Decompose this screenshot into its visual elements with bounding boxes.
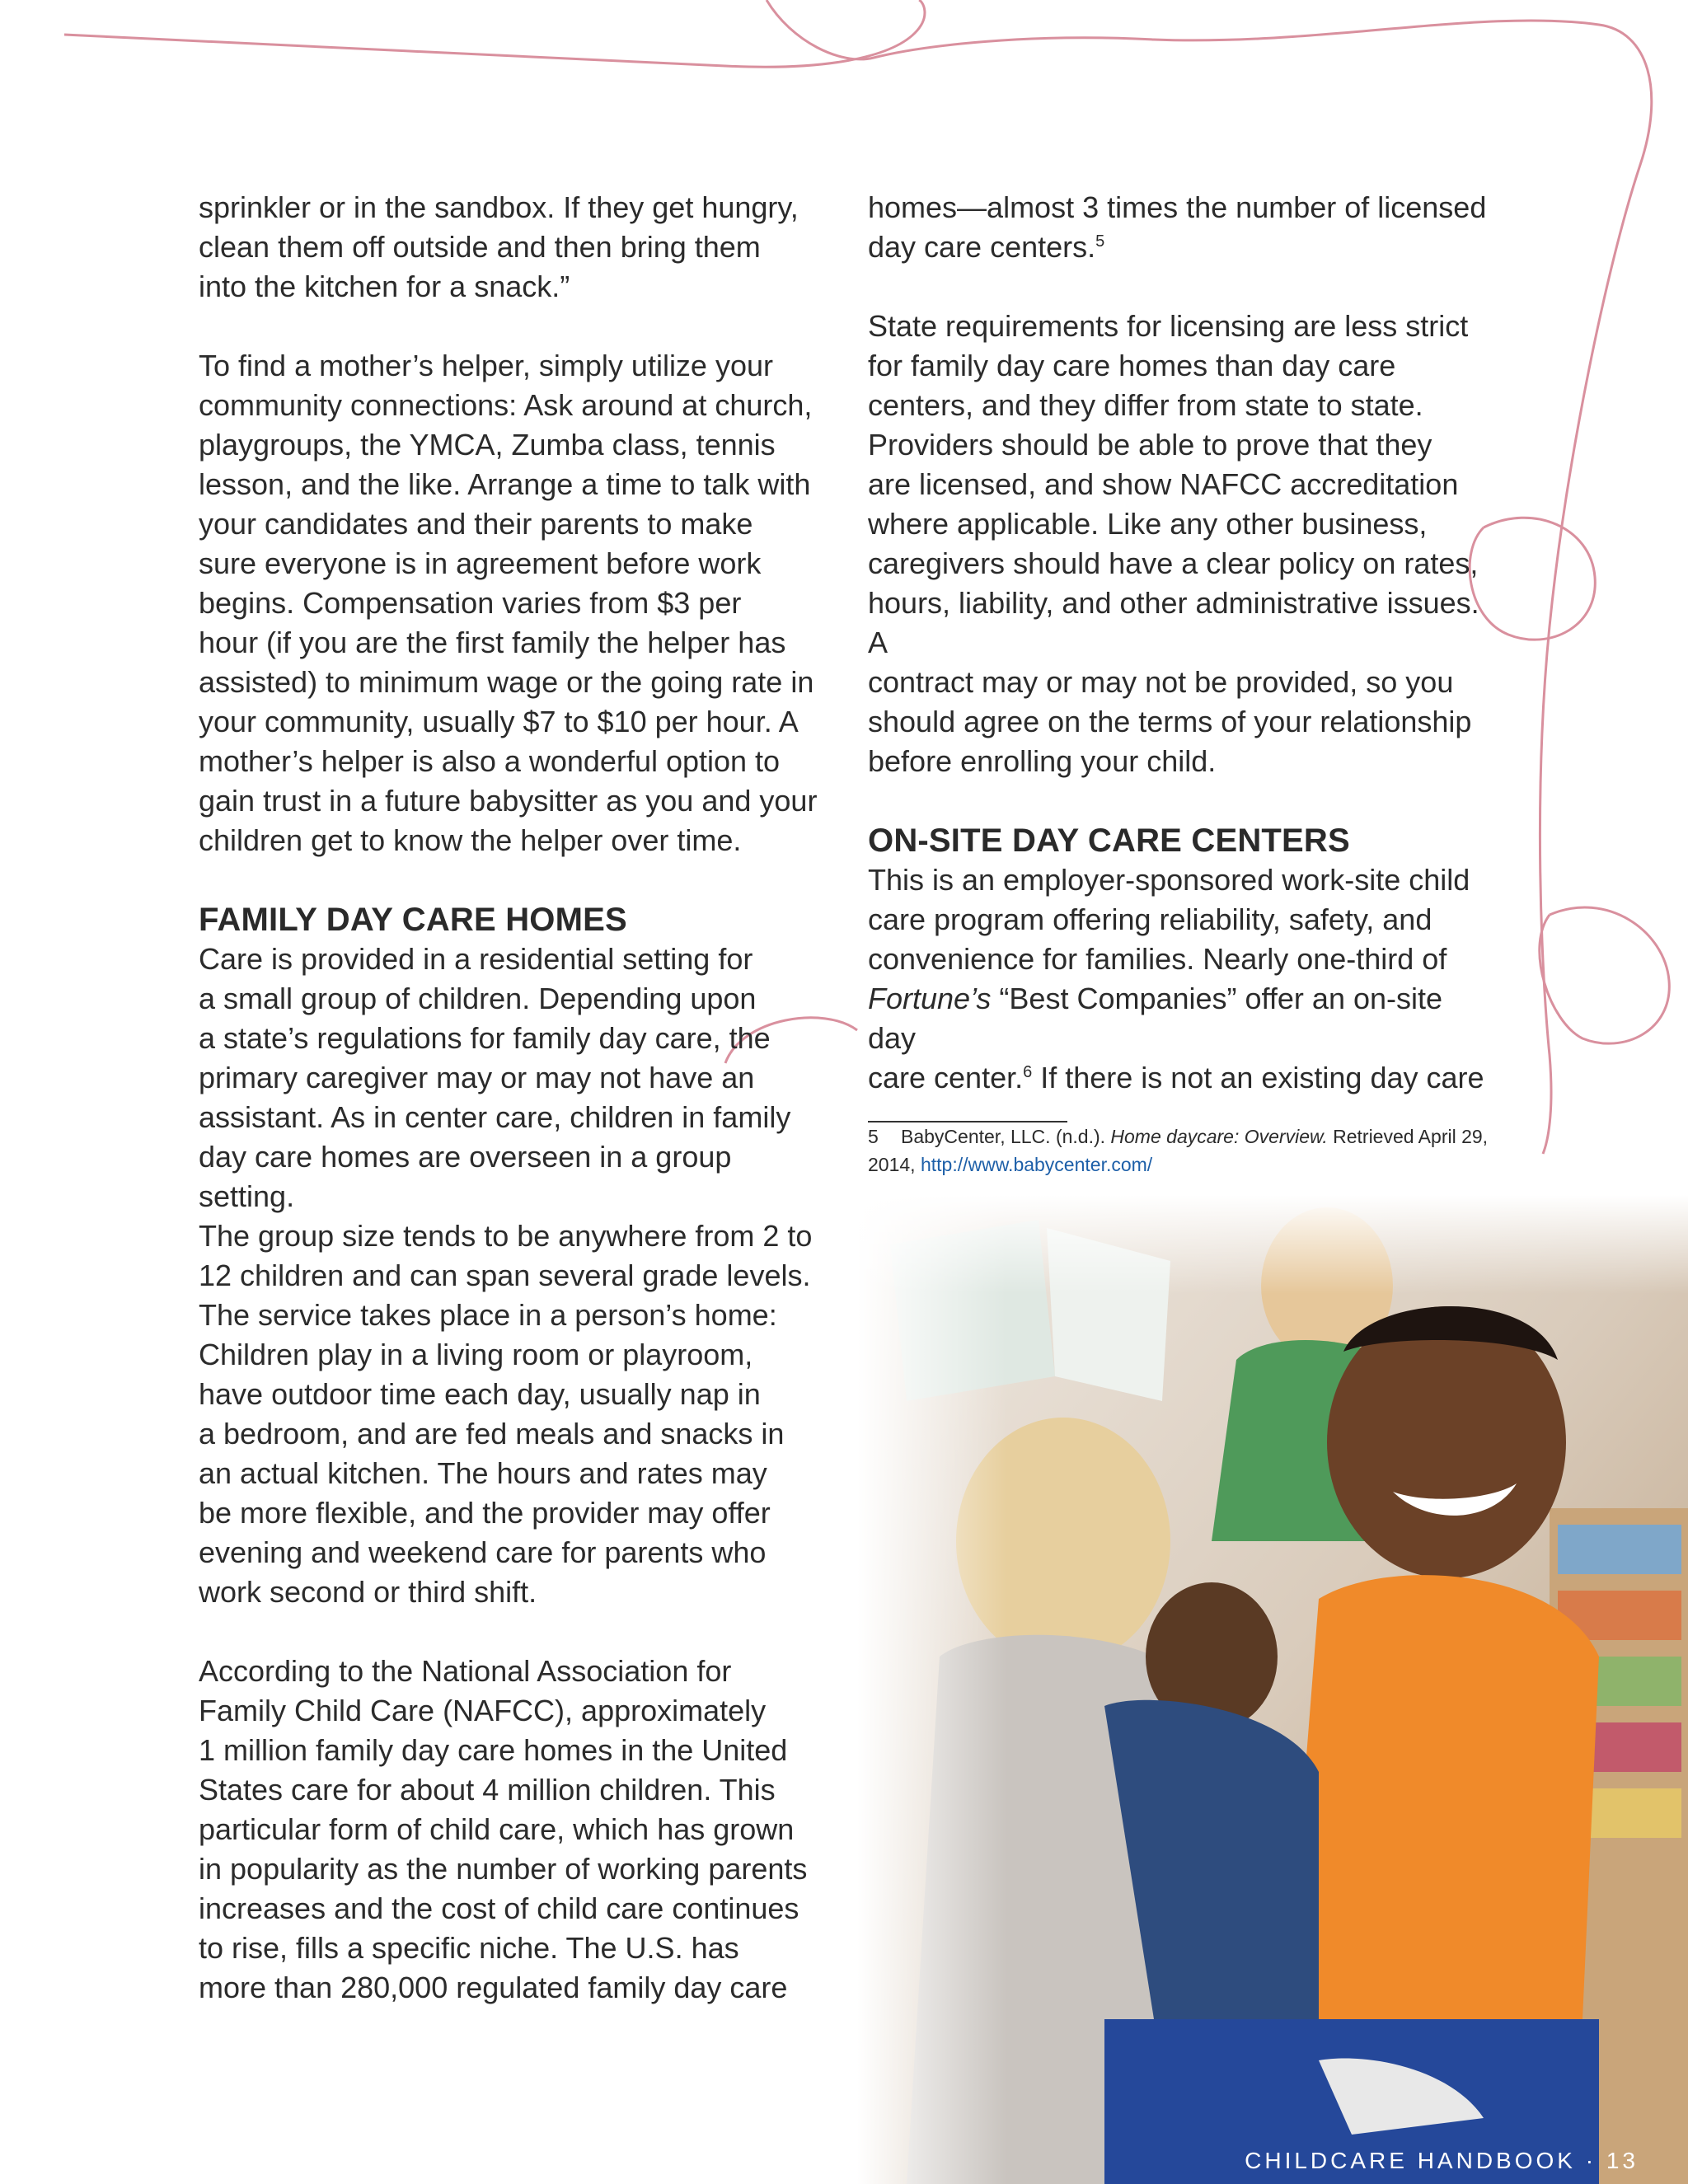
footer-page-label: CHILDCARE HANDBOOK · 13 [1245, 2148, 1639, 2173]
paragraph-state-requirements: State requirements for licensing are less strict for family day care homes than day care centers, and they differ from state to state. Providers should be able to prove that they are licensed, and show NAFCC accreditation where applicable. Like any other business, caregivers should have a clear policy on rates, hours, liability, and other administrative issues. A contract may or may not be provided, so you should agree on the terms of your relationship before enrolling your child. [868, 309, 1479, 778]
footnote-5 [868, 1122, 1494, 1179]
left-text-column [199, 188, 825, 2008]
classroom-illustration [857, 1195, 1688, 2184]
footnote-link[interactable]: http://www.babycenter.com/ [920, 1154, 1153, 1175]
right-text-column [868, 188, 1494, 1246]
paragraph-family-day-care: Care is provided in a residential setting for a small group of children. Depending upon a state’s regulations for family day care, the primary caregiver may or may not have an assistant. As in center care, children in family day care homes are overseen in a group setting. The group size tends to be anywhere from 2 to 12 children and can span several grade levels. The service takes place in a person’s home: Children play in a living room or playroom, have outdoor time each day, usually nap in a bedroom, and are fed meals and snacks in an actual kitchen. The hours and rates may be more flexible, and the provider may offer evening and weekend care for parents who work second or third shift. [199, 942, 813, 1609]
footnote-number: 5 [868, 1126, 879, 1147]
footnote-title: Home daycare: Overview. [1110, 1126, 1328, 1147]
classroom-photo [857, 1195, 1688, 2184]
footnote-text: BabyCenter, LLC. (n.d.). [901, 1126, 1111, 1147]
footnote-ref-6[interactable]: 6 [1023, 1063, 1033, 1081]
paragraph-homes-text: homes—almost 3 times the number of licensed day care centers. [868, 190, 1487, 264]
paragraph-nafcc: According to the National Association for Family Child Care (NAFCC), approximately 1 million family day care homes in the United States care for about 4 million children. This particular form of child care, which has grown in popularity as the number of working parents increases and the cost of child care continues to rise, fills a specific niche. The U.S. has more than 280,000 regulated family day care [199, 1654, 808, 2004]
paragraph-on-site-text-c: If there is not an existing day care [1032, 1061, 1484, 1094]
paragraph-mothers-helper: To find a mother’s helper, simply utilize your community connections: Ask around at church, playgroups, the YMCA, Zumba class, tennis lesson, and the like. Arrange a time to talk with your candidates and their parents to make sure everyone is in agreement before work begins. Compensation varies from $3 per hour (if you are the first family the helper has assisted) to minimum wage or the going rate in your community, usually $7 to $10 per hour. A mother’s helper is also a wonderful option to gain trust in a future babysitter as you and your children get to know the helper over time. [199, 349, 818, 857]
footnote-text: Retrieved April 29, 2014, [868, 1126, 1489, 1175]
paragraph-sandbox: sprinkler or in the sandbox. If they get hungry, clean them off outside and then bring them into the kitchen for a snack.” [199, 190, 799, 303]
heading-on-site-day-care-centers: ON-SITE DAY CARE CENTERS [868, 823, 1350, 859]
paragraph-on-site-text-b: “Best Companies” offer an on-site day care center. [868, 982, 1443, 1094]
paragraph-on-site-italic: Fortune’s [868, 982, 992, 1015]
paragraph-on-site-text-a: This is an employer-sponsored work-site child care program offering reliability, safety, and convenience for families. Nearly one-third of [868, 863, 1470, 976]
paragraph-homes-continued [868, 188, 1494, 267]
footnote-ref-5[interactable]: 5 [1095, 232, 1105, 251]
heading-family-day-care-homes: FAMILY DAY CARE HOMES [199, 902, 627, 938]
paragraph-on-site [868, 860, 1494, 1098]
